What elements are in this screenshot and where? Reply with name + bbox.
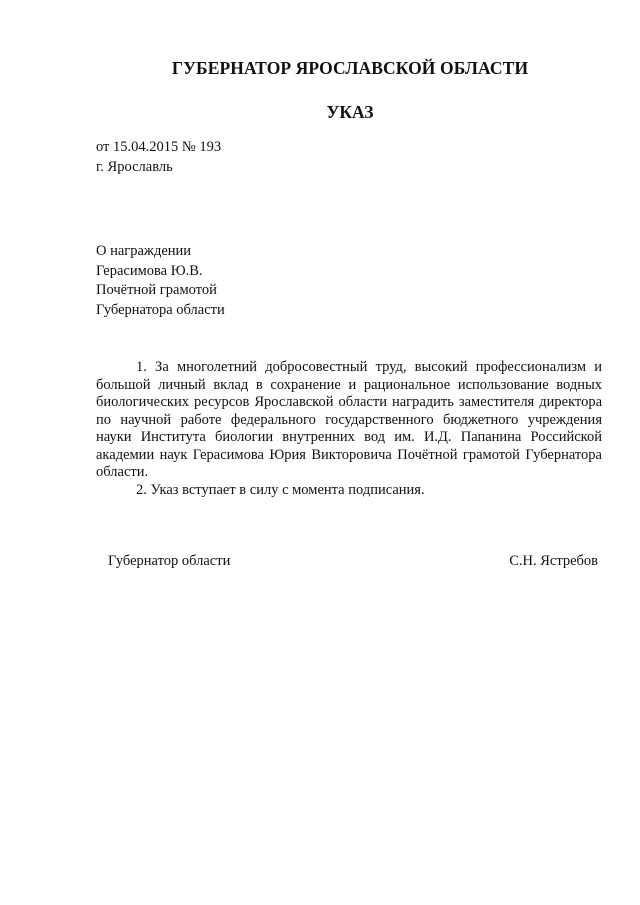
issuer-title: ГУБЕРНАТОР ЯРОСЛАВСКОЙ ОБЛАСТИ [171,58,529,78]
subject-block [96,242,225,320]
subject-line: Почётной грамотой [96,282,217,298]
subject-line: Герасимова Ю.В. [96,262,203,279]
signature-block [108,553,598,570]
decree-paragraph-2: 2. Указ вступает в силу с момента подписания. [136,481,425,498]
document-meta [96,137,221,177]
subject-line: О награждении [96,243,192,259]
date-number: от 15.04.2015 № 193 [96,139,222,155]
document-type: УКАЗ [326,102,374,122]
decree-body [96,359,602,499]
decree-paragraph-1: 1. За многолетний добросовестный труд, высокий профессионализм и большой личный вклад в сохранение и рациональное использование водных биологических ресурсов Ярославской области наградить заместителя директора по научной работе федерального государственного бюджетного учреждения науки Института биологии внутренних вод им. И.Д. Папанина Российской академии наук Герасимова Юрия Викторовича Почётной грамотой Губернатора области. [96,359,602,480]
signatory-name: С.Н. Ястребов [509,553,598,569]
signatory-position: Губернатор области [108,553,231,569]
subject-line: Губернатора области [96,301,225,318]
city: г. Ярославль [96,159,173,175]
